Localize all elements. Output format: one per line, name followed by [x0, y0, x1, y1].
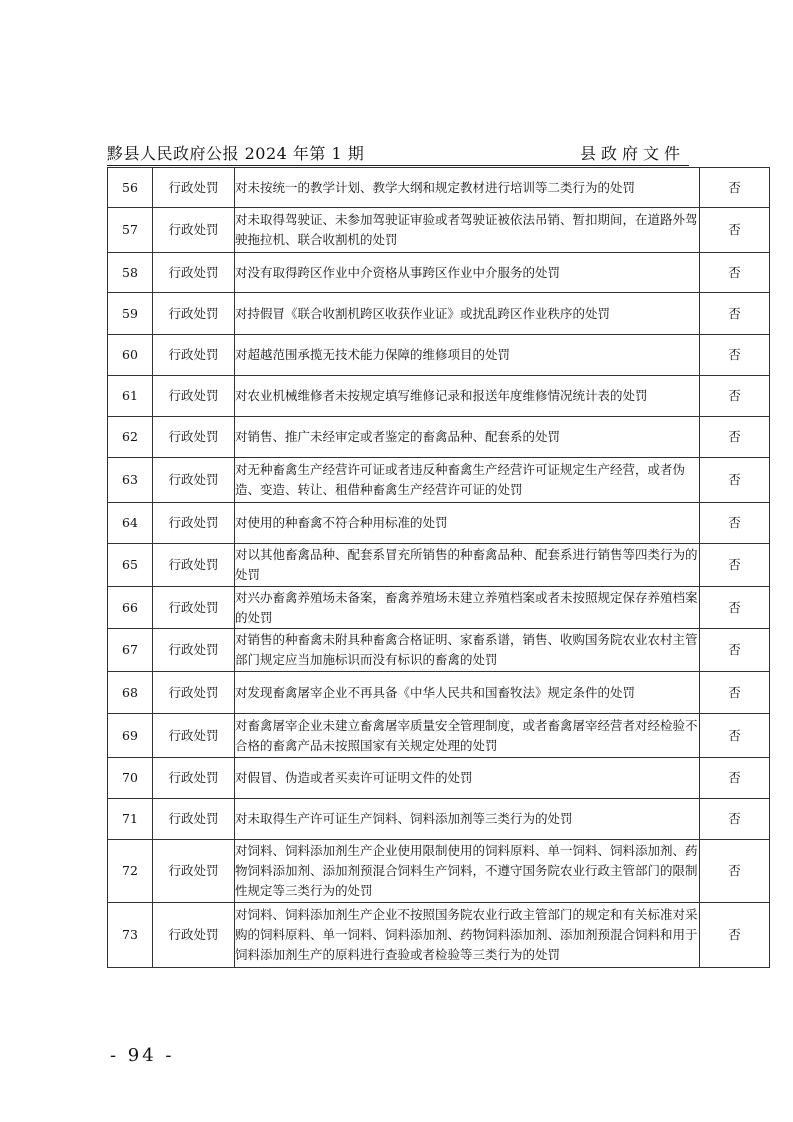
- penalty-type-cell: 行政处罚: [153, 672, 235, 714]
- table-row: [108, 629, 770, 672]
- flag-cell: 否: [700, 544, 770, 587]
- table-row: [108, 417, 770, 458]
- table-row: [108, 672, 770, 714]
- penalty-type-cell: 行政处罚: [153, 758, 235, 799]
- penalty-item-cell: 对无种畜禽生产经营许可证或者违反种畜禽生产经营许可证规定生产经营，或者伪造、变造、转让、租借种畜禽生产经营许可证的处罚: [235, 458, 700, 503]
- penalty-type-cell: 行政处罚: [153, 293, 235, 335]
- penalty-item-cell: 对未按统一的教学计划、教学大纲和规定教材进行培训等二类行为的处罚: [235, 168, 700, 208]
- flag-cell: 否: [700, 376, 770, 417]
- table-row: [108, 799, 770, 840]
- row-number-cell: 64: [108, 503, 153, 544]
- table-row: [108, 208, 770, 253]
- penalty-item-cell: 对超越范围承揽无技术能力保障的维修项目的处罚: [235, 335, 700, 376]
- flag-cell: 否: [700, 714, 770, 758]
- row-number-cell: 61: [108, 376, 153, 417]
- flag-cell: 否: [700, 335, 770, 376]
- penalty-type-cell: 行政处罚: [153, 799, 235, 840]
- table-row: [108, 587, 770, 629]
- penalty-type-cell: 行政处罚: [153, 253, 235, 293]
- penalty-item-cell: 对未取得生产许可证生产饲料、饲料添加剂等三类行为的处罚: [235, 799, 700, 840]
- penalty-item-cell: 对销售的种畜禽未附具种畜禽合格证明、家畜系谱，销售、收购国务院农业农村主管部门规定应当加施标识而没有标识的畜禽的处罚: [235, 629, 700, 672]
- flag-cell: 否: [700, 672, 770, 714]
- penalty-type-cell: 行政处罚: [153, 208, 235, 253]
- row-number-cell: 70: [108, 758, 153, 799]
- flag-cell: 否: [700, 208, 770, 253]
- penalty-type-cell: 行政处罚: [153, 840, 235, 903]
- flag-cell: 否: [700, 587, 770, 629]
- flag-cell: 否: [700, 458, 770, 503]
- row-number-cell: 71: [108, 799, 153, 840]
- flag-cell: 否: [700, 503, 770, 544]
- flag-cell: 否: [700, 417, 770, 458]
- penalty-type-cell: 行政处罚: [153, 629, 235, 672]
- row-number-cell: 59: [108, 293, 153, 335]
- penalty-item-cell: 对假冒、伪造或者买卖许可证明文件的处罚: [235, 758, 700, 799]
- section-title: 县政府文件: [579, 144, 685, 163]
- table-row: [108, 903, 770, 968]
- row-number-cell: 73: [108, 903, 153, 968]
- flag-cell: 否: [700, 799, 770, 840]
- table-body: [108, 168, 770, 968]
- table-row: [108, 758, 770, 799]
- row-number-cell: 63: [108, 458, 153, 503]
- row-number-cell: 57: [108, 208, 153, 253]
- table-row: [108, 253, 770, 293]
- penalty-type-cell: 行政处罚: [153, 544, 235, 587]
- penalty-type-cell: 行政处罚: [153, 503, 235, 544]
- table-row: [108, 168, 770, 208]
- bulletin-title: 黟县人民政府公报 2024 年第 1 期: [107, 144, 365, 163]
- penalty-type-cell: 行政处罚: [153, 168, 235, 208]
- penalty-item-cell: 对饲料、饲料添加剂生产企业使用限制使用的饲料原料、单一饲料、饲料添加剂、药物饲料添加剂、添加剂预混合饲料生产饲料，不遵守国务院农业行政主管部门的限制性规定等三类行为的处罚: [235, 840, 700, 903]
- penalty-table: [107, 167, 770, 968]
- table-row: [108, 503, 770, 544]
- flag-cell: 否: [700, 758, 770, 799]
- penalty-type-cell: 行政处罚: [153, 458, 235, 503]
- table-row: [108, 335, 770, 376]
- penalty-item-cell: 对没有取得跨区作业中介资格从事跨区作业中介服务的处罚: [235, 253, 700, 293]
- flag-cell: 否: [700, 253, 770, 293]
- penalty-type-cell: 行政处罚: [153, 335, 235, 376]
- row-number-cell: 56: [108, 168, 153, 208]
- penalty-type-cell: 行政处罚: [153, 376, 235, 417]
- penalty-item-cell: 对兴办畜禽养殖场未备案，畜禽养殖场未建立养殖档案或者未按照规定保存养殖档案的处罚: [235, 587, 700, 629]
- penalty-item-cell: 对农业机械维修者未按规定填写维修记录和报送年度维修情况统计表的处罚: [235, 376, 700, 417]
- penalty-item-cell: 对以其他畜禽品种、配套系冒充所销售的种畜禽品种、配套系进行销售等四类行为的处罚: [235, 544, 700, 587]
- row-number-cell: 68: [108, 672, 153, 714]
- table-row: [108, 458, 770, 503]
- page-number: - 94 -: [110, 1045, 175, 1066]
- table-row: [108, 840, 770, 903]
- penalty-item-cell: 对使用的种畜禽不符合种用标准的处罚: [235, 503, 700, 544]
- penalty-type-cell: 行政处罚: [153, 714, 235, 758]
- row-number-cell: 58: [108, 253, 153, 293]
- penalty-type-cell: 行政处罚: [153, 417, 235, 458]
- penalty-item-cell: 对发现畜禽屠宰企业不再具备《中华人民共和国畜牧法》规定条件的处罚: [235, 672, 700, 714]
- penalty-item-cell: 对持假冒《联合收割机跨区收获作业证》或扰乱跨区作业秩序的处罚: [235, 293, 700, 335]
- table-row: [108, 293, 770, 335]
- penalty-type-cell: 行政处罚: [153, 587, 235, 629]
- penalty-item-cell: 对销售、推广未经审定或者鉴定的畜禽品种、配套系的处罚: [235, 417, 700, 458]
- page-header: [107, 141, 689, 166]
- row-number-cell: 60: [108, 335, 153, 376]
- row-number-cell: 69: [108, 714, 153, 758]
- table-row: [108, 376, 770, 417]
- penalty-item-cell: 对畜禽屠宰企业未建立畜禽屠宰质量安全管理制度，或者畜禽屠宰经营者对经检验不合格的畜禽产品未按照国家有关规定处理的处罚: [235, 714, 700, 758]
- flag-cell: 否: [700, 840, 770, 903]
- table-row: [108, 714, 770, 758]
- penalty-item-cell: 对未取得驾驶证、未参加驾驶证审验或者驾驶证被依法吊销、暂扣期间，在道路外驾驶拖拉机、联合收割机的处罚: [235, 208, 700, 253]
- penalty-item-cell: 对饲料、饲料添加剂生产企业不按照国务院农业行政主管部门的规定和有关标准对采购的饲料原料、单一饲料、饲料添加剂、药物饲料添加剂、添加剂预混合饲料和用于饲料添加剂生产的原料进行查验或者检验等三类行为的处罚: [235, 903, 700, 968]
- row-number-cell: 72: [108, 840, 153, 903]
- row-number-cell: 67: [108, 629, 153, 672]
- row-number-cell: 62: [108, 417, 153, 458]
- flag-cell: 否: [700, 293, 770, 335]
- flag-cell: 否: [700, 168, 770, 208]
- row-number-cell: 65: [108, 544, 153, 587]
- flag-cell: 否: [700, 903, 770, 968]
- table-row: [108, 544, 770, 587]
- penalty-type-cell: 行政处罚: [153, 903, 235, 968]
- flag-cell: 否: [700, 629, 770, 672]
- row-number-cell: 66: [108, 587, 153, 629]
